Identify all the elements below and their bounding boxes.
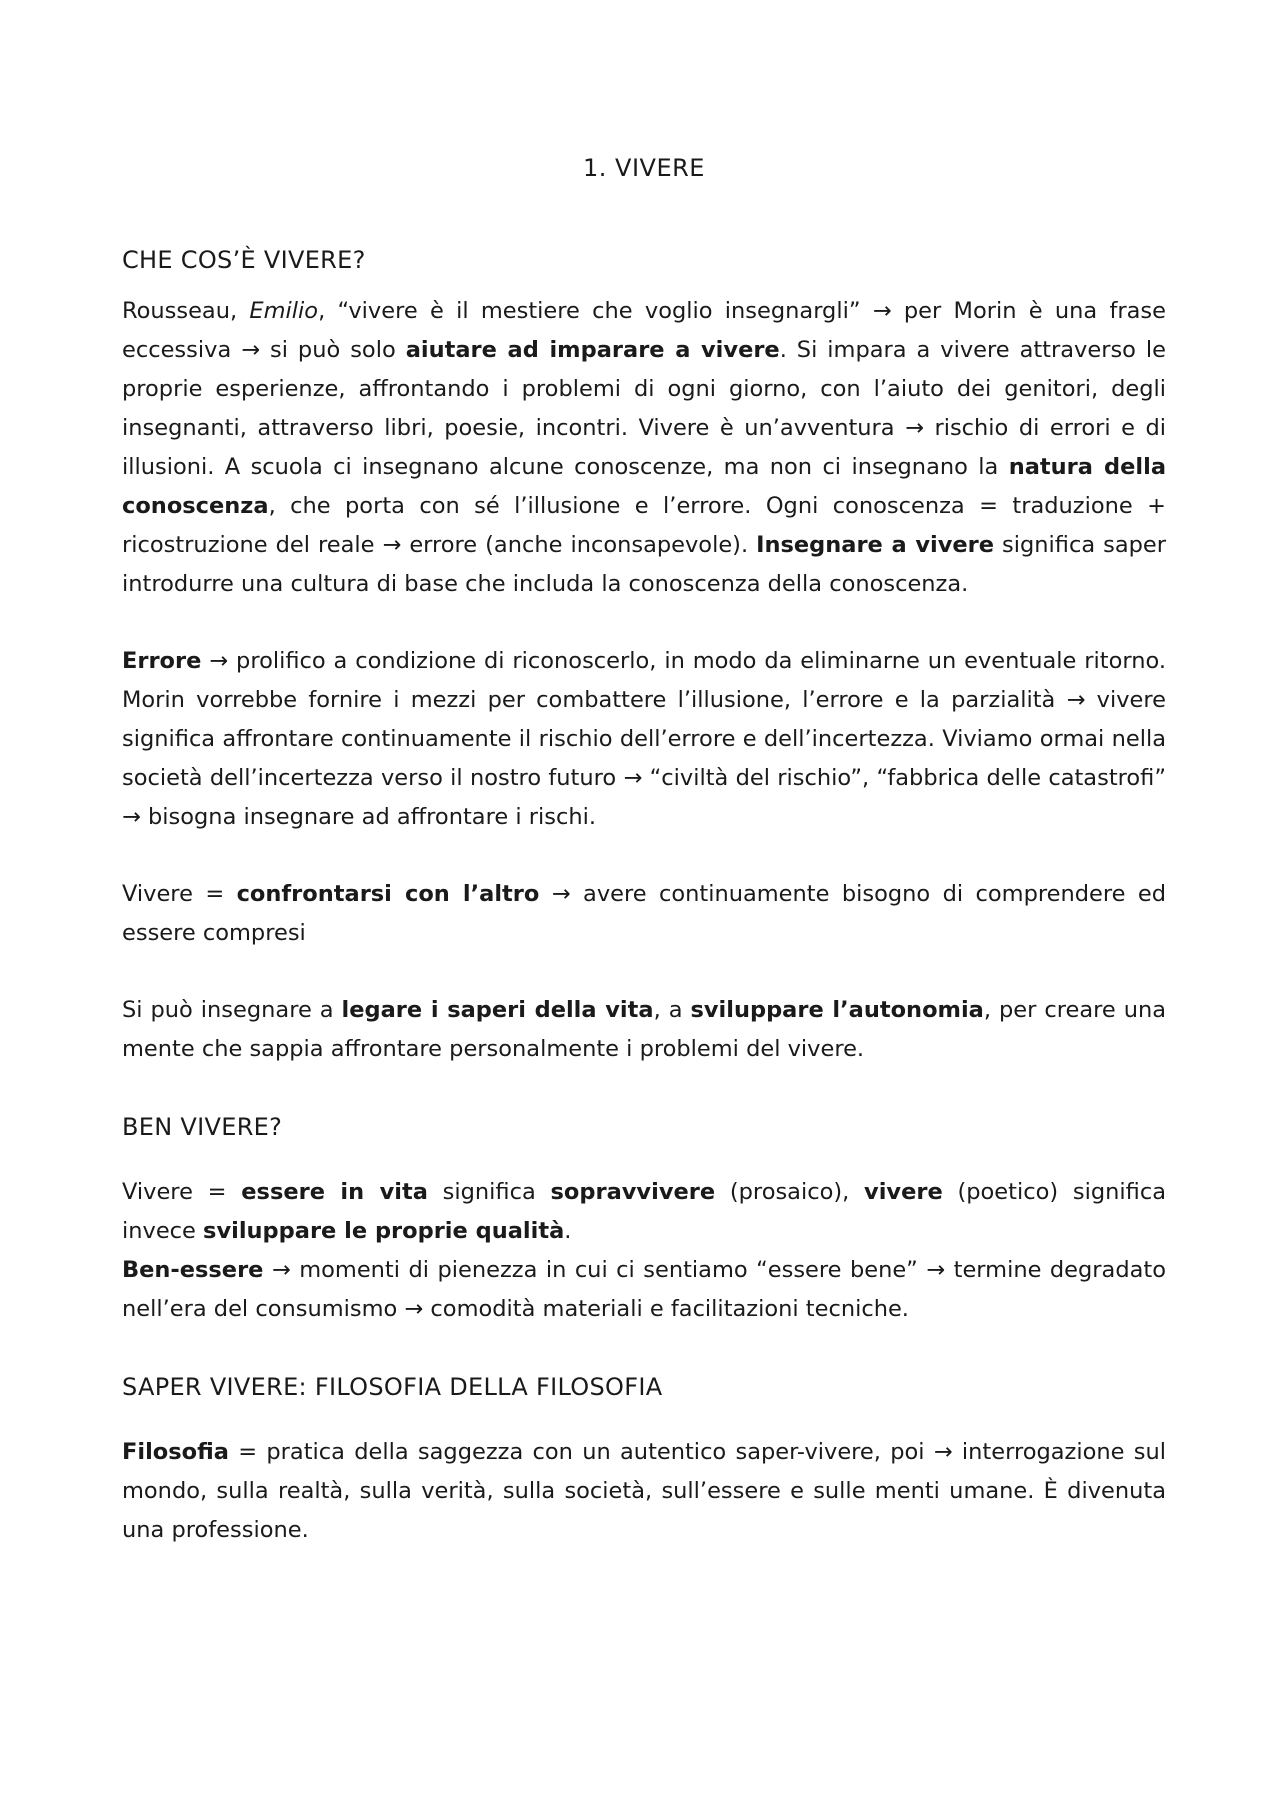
text-run: , per creare una mente che sappia affrontare personalmente i problemi del vivere. xyxy=(122,997,1166,1062)
section xyxy=(122,1107,1166,1329)
text-run: = pratica della saggezza con un autentico saper-vivere, poi → interrogazione sul mondo, sulla realtà, sulla verità, sulla società, sull’essere e sulle menti umane. È divenuta una professione. xyxy=(122,1439,1166,1543)
document-title: 1. VIVERE xyxy=(583,154,705,182)
text-run: . xyxy=(564,1218,572,1244)
bold-term: confrontarsi con l’altro xyxy=(236,881,540,907)
text-run: → prolifico a condizione di riconoscerlo, in modo da eliminarne un eventuale ritorno. Morin vorrebbe fornire i mezzi per combattere l’illusione, l’errore e la parzialità → vivere significa affrontare continuamente il rischio dell’errore e dell’incertezza. Viviamo ormai nella società dell’incertezza verso il nostro futuro → “civiltà del rischio”, “fabbrica delle catastrofi” → bisogna insegnare ad affrontare i rischi. xyxy=(122,648,1166,830)
bold-term: Filosofia xyxy=(122,1439,229,1465)
paragraph xyxy=(122,1173,1166,1251)
text-run: (poetico) significa invece xyxy=(122,1179,1166,1244)
text-run: Vivere = xyxy=(122,1179,242,1205)
paragraph xyxy=(122,1433,1166,1550)
bold-term: vivere xyxy=(864,1179,943,1205)
text-run: → avere continuamente bisogno di comprendere ed essere compresi xyxy=(122,881,1166,946)
text-run: , “vivere è il mestiere che voglio insegnargli” → per Morin è una frase eccessiva → si può solo xyxy=(122,298,1166,363)
section xyxy=(122,1367,1166,1550)
paragraph xyxy=(122,875,1166,953)
section-heading: CHE COS’È VIVERE? xyxy=(122,246,366,274)
text-run: , a xyxy=(653,997,691,1023)
text-run: Rousseau, xyxy=(122,298,250,324)
italic-term: Emilio xyxy=(249,298,319,324)
text-run: (prosaico), xyxy=(715,1179,865,1205)
text-run: . Si impara a vivere attraverso le proprie esperienze, affrontando i problemi di ogni giorno, con l’aiuto dei genitori, degli insegnanti, attraverso libri, poesie, incontri. Vivere è un’avventura → rischio di errori e di illusioni. A scuola ci insegnano alcune conoscenze, ma non ci insegnano la xyxy=(122,337,1166,480)
bold-term: Errore xyxy=(122,648,202,674)
text-run: Si può insegnare a xyxy=(122,997,342,1023)
text-run: → momenti di pienezza in cui ci sentiamo “essere bene” → termine degradato nell’era del consumismo → comodità materiali e facilitazioni tecniche. xyxy=(122,1257,1166,1322)
bold-term: legare i saperi della vita xyxy=(341,997,654,1023)
text-run: , che porta con sé l’illusione e l’errore. Ogni conoscenza = traduzione + ricostruzione del reale → errore (anche inconsapevole). xyxy=(122,493,1166,558)
text-run: significa xyxy=(427,1179,551,1205)
text-run: significa saper introdurre una cultura di base che includa la conoscenza della conoscenza. xyxy=(122,532,1166,597)
section xyxy=(122,240,1166,1069)
bold-term: essere in vita xyxy=(241,1179,428,1205)
paragraph xyxy=(122,292,1166,604)
section-heading: SAPER VIVERE: FILOSOFIA DELLA FILOSOFIA xyxy=(122,1373,663,1401)
text-run: Vivere = xyxy=(122,881,237,907)
paragraph xyxy=(122,642,1166,837)
section-heading: BEN VIVERE? xyxy=(122,1113,283,1141)
paragraph xyxy=(122,1251,1166,1329)
bold-term: Insegnare a vivere xyxy=(756,532,995,558)
document-page xyxy=(122,148,1166,1588)
document-body xyxy=(122,240,1166,1550)
bold-term: sopravvivere xyxy=(550,1179,716,1205)
bold-term: sviluppare le proprie qualità xyxy=(203,1218,565,1244)
bold-term: aiutare ad imparare a vivere xyxy=(405,337,780,363)
bold-term: natura della conoscenza xyxy=(122,454,1167,519)
bold-term: Ben-essere xyxy=(122,1257,264,1283)
bold-term: sviluppare l’autonomia xyxy=(690,997,984,1023)
paragraph xyxy=(122,991,1166,1069)
